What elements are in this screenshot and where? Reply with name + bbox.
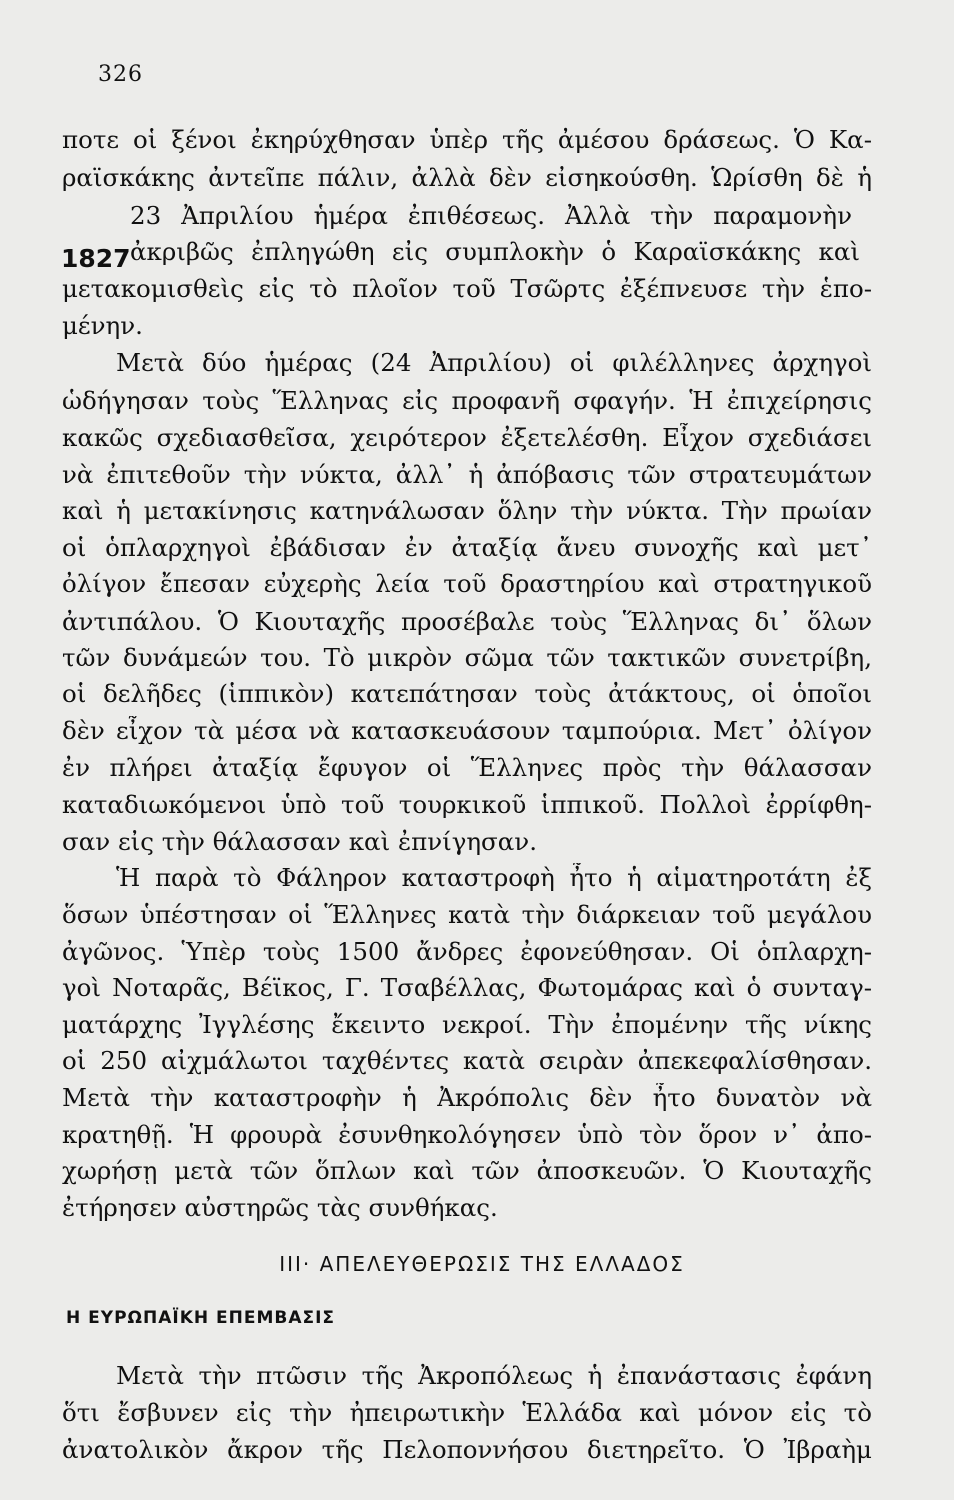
text-line: γοὶ Νοταρᾶς, Βέϊκος, Γ. Τσαβέλλας, Φωτομάρας καὶ ὁ συνταγ- xyxy=(62,973,872,1002)
text-line: οἱ ὁπλαρχηγοὶ ἐβάδισαν ἐν ἀταξίᾳ ἄνευ συνοχῆς καὶ μετ᾽ xyxy=(62,533,872,562)
text-line: δὲν εἶχον τὰ μέσα νὰ κατασκευάσουν ταμπούρια. Μετ᾽ ὀλίγον xyxy=(62,716,872,745)
text-line: τῶν δυνάμεών του. Τὸ μικρὸν σῶμα τῶν τακτικῶν συνετρίβη, xyxy=(62,643,872,672)
text-line: ἀκριβῶς ἐπληγώθη εἰς συμπλοκὴν ὁ Καραϊσκάκης καὶ xyxy=(130,237,860,266)
text-line: νὰ ἐπιτεθοῦν τὴν νύκτα, ἀλλ᾽ ἡ ἀπόβασις τῶν στρατευμάτων xyxy=(62,460,872,489)
text-line: ἀγῶνος. Ὑπὲρ τοὺς 1500 ἄνδρες ἐφονεύθησαν. Οἱ ὁπλαρχη- xyxy=(62,937,872,966)
text-line: ὅσων ὑπέστησαν οἱ Ἕλληνες κατὰ τὴν διάρκειαν τοῦ μεγάλου xyxy=(62,900,872,929)
text-line: οἱ δελῆδες (ἱππικὸν) κατεπάτησαν τοὺς ἀτάκτους, οἱ ὁποῖοι xyxy=(62,679,872,708)
text-line: μετακομισθεὶς εἰς τὸ πλοῖον τοῦ Τσῶρτς ἐξέπνευσε τὴν ἑπο- xyxy=(62,274,872,303)
text-line: ματάρχης Ἰγγλέσης ἔκειντο νεκροί. Τὴν ἐπομένην τῆς νίκης xyxy=(62,1010,872,1039)
text-line: Μετὰ τὴν καταστροφὴν ἡ Ἀκρόπολις δὲν ἦτο δυνατὸν νὰ xyxy=(62,1083,872,1112)
section-heading: III· ΑΠΕΛΕΥΘΕΡΩΣΙΣ ΤΗΣ ΕΛΛΑΔΟΣ xyxy=(279,1252,685,1276)
text-line: χωρήσῃ μετὰ τῶν ὅπλων καὶ τῶν ἀποσκευῶν. Ὁ Κιουταχῆς xyxy=(62,1156,872,1185)
text-line: ἀνατολικὸν ἄκρον τῆς Πελοποννήσου διετηρεῖτο. Ὁ Ἰβραὴμ xyxy=(62,1435,872,1464)
text-line: ἀντιπάλου. Ὁ Κιουταχῆς προσέβαλε τοὺς Ἕλληνας δι᾽ ὅλων xyxy=(62,607,872,636)
text-line: κακῶς σχεδιασθεῖσα, χειρότερον ἐξετελέσθη. Εἶχον σχεδιάσει xyxy=(62,423,872,452)
text-line: 23 Ἀπριλίου ἡμέρα ἐπιθέσεως. Ἀλλὰ τὴν παραμονὴν xyxy=(130,201,852,230)
text-line: ὀλίγον ἔπεσαν εὐχερὴς λεία τοῦ δραστηρίου καὶ στρατηγικοῦ xyxy=(62,569,872,598)
text-line: καὶ ἡ μετακίνησις κατηνάλωσαν ὅλην τὴν νύκτα. Τὴν πρωίαν xyxy=(62,496,872,525)
text-line: μένην. xyxy=(62,311,143,340)
text-line: ραϊσκάκης ἀντεῖπε πάλιν, ἀλλὰ δὲν εἰσηκούσθη. Ὡρίσθη δὲ ἡ xyxy=(62,163,872,192)
text-line: ὅτι ἔσβυνεν εἰς τὴν ἠπειρωτικὴν Ἑλλάδα καὶ μόνον εἰς τὸ xyxy=(62,1398,872,1427)
text-line: ποτε οἱ ξένοι ἐκηρύχθησαν ὑπὲρ τῆς ἀμέσου δράσεως. Ὁ Κα- xyxy=(62,125,872,154)
text-line: Μετὰ δύο ἡμέρας (24 Ἀπριλίου) οἱ φιλέλληνες ἀρχηγοὶ xyxy=(116,348,872,377)
text-line: καταδιωκόμενοι ὑπὸ τοῦ τουρκικοῦ ἱππικοῦ. Πολλοὶ ἐρρίφθη- xyxy=(62,790,872,819)
page-number: 326 xyxy=(98,62,143,87)
text-line: ἐτήρησεν αὐστηρῶς τὰς συνθήκας. xyxy=(62,1193,498,1222)
text-line: κρατηθῇ. Ἡ φρουρὰ ἐσυνθηκολόγησεν ὑπὸ τὸν ὅρον ν᾽ ἀπο- xyxy=(62,1120,872,1149)
text-line: Ἡ παρὰ τὸ Φάληρον καταστροφὴ ἦτο ἡ αἱματηροτάτη ἐξ xyxy=(116,863,872,892)
text-line: ὡδήγησαν τοὺς Ἕλληνας εἰς προφανῆ σφαγήν. Ἡ ἐπιχείρησις xyxy=(62,386,872,415)
subsection-heading: Η ΕΥΡΩΠΑΪΚΗ ΕΠΕΜΒΑΣΙΣ xyxy=(66,1308,336,1328)
text-line: σαν εἰς τὴν θάλασσαν καὶ ἐπνίγησαν. xyxy=(62,827,537,856)
text-line: ἐν πλήρει ἀταξίᾳ ἔφυγον οἱ Ἕλληνες πρὸς τὴν θάλασσαν xyxy=(62,753,872,782)
text-line: Μετὰ τὴν πτῶσιν τῆς Ἀκροπόλεως ἡ ἐπανάστασις ἐφάνη xyxy=(116,1361,872,1390)
margin-year-note: 1827 xyxy=(61,244,131,273)
text-line: οἱ 250 αἰχμάλωτοι ταχθέντες κατὰ σειρὰν ἀπεκεφαλίσθησαν. xyxy=(62,1046,872,1075)
